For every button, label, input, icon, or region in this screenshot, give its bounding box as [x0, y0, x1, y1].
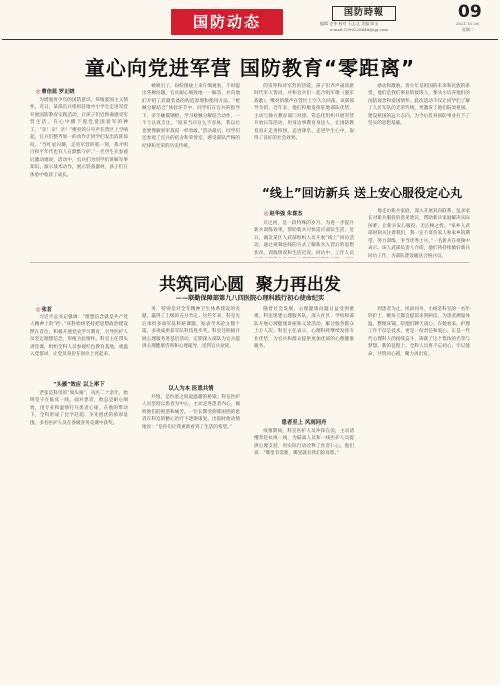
article1-col2: 被吸引了，纷纷围拢上来仔细观看，不时提出各种问题。官兵耐心细致地一一解答，并向他们介绍了武器装备的构造原理和使用方法。“枪械分解结合”体验环节中，同学们在官兵的指导下，亲手触摸钢枪，学习枪械分解结合动作，一个个认真专注。“原来当兵这么不容易，我以后也要像解放军叔叔一样勇敢。”活动最后，同学们还参观了官兵的宿舍和荣誉室，感受部队严格的纪律和光荣的历史传统。 — [142, 84, 240, 149]
header-meta-email: e-mail:1590228648@qq.com — [330, 27, 389, 32]
masthead-title: 国防時報 — [343, 8, 384, 18]
article3-col3: 随着社会发展，心理健康问题日益受到重视。科室组建心理服务队，深入社区、学校和部队开展心理健康讲座和义诊活动，累计服务群众上万人次。科室主任表示，心理科将继续发挥专业优势，为官兵和群众提供更加优质的心理健康服务。 — [254, 307, 354, 350]
article2-byline: ◎赵华强 朱喜杰 — [264, 211, 303, 217]
article2-col4: 地走访新兵家庭，深入开展双向联系，征求家长对新兵服役的意见建议，帮助新兵家庭解决实际困难，让新兵安心服役，无后顾之忧。“家乡人武部时刻关注着我们，我一定不辜负家人和家乡的期望，努力训练，争当优秀士兵。”一名新兵在视频中表示。该人武部负责人介绍，他们将持续做好新兵回访工作，为部队建设输送合格兵员。 — [368, 209, 470, 258]
article1-col4: 感动和激励。青少年是祖国的未来和民族的希望，他们是我们事业的接班人，要从小培养他们的国防观念和爱国情怀。此次活动不仅让同学们了解了人民军队的光荣传统，更激发了他们报效祖国、建设祖国的远大志向，为今后投身国防事业打下了坚实的思想基础。 — [368, 84, 470, 127]
article3-subhead-1: “头雁”效应 以上率下 — [53, 382, 105, 388]
byline-marker-icon: ◎ — [36, 307, 41, 313]
article2-headline: “线上”回访新兵 送上安心服役定心丸 — [262, 186, 462, 200]
article3-col1b: 老张是科里的“领头雁”，从医二十余年，始终坚守在临床一线。面对患者，他总是耐心细致，用专业和温情打开患者心扉。在他的带动下，全科形成了比学赶超、争先创优的浓厚氛围，多名医护人员在各级业务竞赛中获奖。 — [30, 391, 128, 426]
header-date: 2021.10.26 — [456, 21, 479, 26]
section-divider — [30, 262, 470, 263]
article3-col2b: 共情，是医患之间最温暖的桥梁。科室医护人员坚持以患者为中心，主动走进患者内心，倾听他们的困惑和痛苦。一位长期受抑郁困扰的患者在科室的精心治疗下逐渐康复，出院时他动情地说：“是你们让我重新看到了生活的希望。” — [142, 395, 240, 430]
byline-marker-icon: ◎ — [264, 211, 269, 217]
article1-col3: 的崇拜和对军营的热爱。孩子们齐声诵读新时代军人誓词，并和官兵们一起合唱军歌《强军战歌》，嘹亮的歌声在营区上空久久回荡。该部领导介绍，近年来，他们积极发挥驻地部队优势，主动与地方教育部门对接，常态化组织开展军营开放日等活动，用身边事教育身边人，让国防教育真正走进校园、走进课堂、走进学生心中，取得了良好的社会效果。 — [254, 84, 354, 142]
header-weekday: 星期二 — [462, 27, 474, 32]
header-rule — [2, 39, 498, 40]
header-meta-editors: 编辑 史华 校对 石志文 美编 陈宝 — [320, 21, 379, 26]
article2-col3: 兵之初，是一段特殊的岁月。为进一步提升新兵训练效果，帮助新兵尽快适应部队生活，近日，湖北某区人武部组织人员开展“线上”回访活动，通过视频连线的方式了解新兵入营后的思想状况、训练情况和生活近况。回访中，工作人员 — [254, 221, 354, 256]
article3-byline: ◎张茗 — [36, 307, 52, 313]
article3-headline: 共筑同心圆 聚力再出发 — [159, 275, 341, 295]
article3-col2: 务，特别是对全军精神卫生体系建设的贡献，赢得了上级的充分肯定。这些年来，科室先后承担多项军队科研课题，发表学术论文数十篇，多项成果获军队科技进步奖。科室还积极开展心理服务进基层活动，定期深入部队为官兵提供心理健康咨询和心理疏导，受到官兵欢迎。 — [142, 307, 240, 350]
section-banner — [171, 9, 283, 35]
article1-byline: ◎曹佳蓝 罗正晓 — [36, 89, 75, 95]
article1-headline: 童心向党进军营 国防教育“零距离” — [84, 56, 416, 80]
article3-col3b: 疫情期间，科室医护人员冲锋在前，主动请缨奔赴抗疫一线，为隔离人员和一线医护人员提供心理支持，用实际行动诠释了医者仁心。他们说：“哪里有需要，哪里就有我们的身影。” — [254, 429, 354, 457]
masthead-logo — [332, 6, 396, 21]
article1-col1: 为增强青少年的国防意识，厚植爱国主义情怀，近日，某部官兵组织驻地中小学生走进军营开展国防教育实践活动，让孩子们近距离感受军营生活，在心中播下爱党爱国爱军的种子。“亲！亲！亲！”嘹亮的口号声在营区上空响起，官兵们整齐划一的动作让同学们发出阵阵惊叹。“当红星闪耀，走进军营的那一刻，我才明白和平年代也有人在默默守护。”一名学生在参观后激动地说。活动中，官兵们为同学们讲解军事知识，演示战术动作，展示装备器材，孩子们在体验中收获了成长。 — [30, 98, 128, 178]
article3-col4: 到患者为止，风雨同舟。小杨是科室的一名年轻护士，她每天都会提前来到病房，为患者测量体温、整理床铺，陪他们聊天谈心。在她看来，护理工作不仅是技术，更是一份责任和爱心。正是一代代心理科人的接续奋斗，铸就了这个集体的光荣与梦想。新的征程上，全科人员将不忘初心、牢记使命，共筑同心圆，聚力再出发。 — [368, 307, 470, 357]
section-banner-title: 国防动态 — [192, 13, 261, 31]
article3-subhead-2: 以人为本 医患共情 — [168, 386, 214, 392]
page-number: 09 — [458, 2, 482, 22]
article3-col1: 习近平总书记强调：“理想信念就是共产党人精神上的‘钙’。”该科始终坚持把思想政治建设摆在首位，积极开展党史学习教育，引导医护人员坚定理想信念，厚植为民情怀。科室主任带头讲党课，组织全科人员参观红色教育基地，重温入党誓词，让党员身份在岗位上亮起来。 — [30, 315, 128, 358]
byline-marker-icon: ◎ — [36, 89, 41, 95]
article3-subheadline: ——联勤保障部第九八四医院心理科践行初心使命纪实 — [175, 295, 325, 302]
article3-subhead-3: 患者至上 风雨同舟 — [281, 420, 327, 426]
